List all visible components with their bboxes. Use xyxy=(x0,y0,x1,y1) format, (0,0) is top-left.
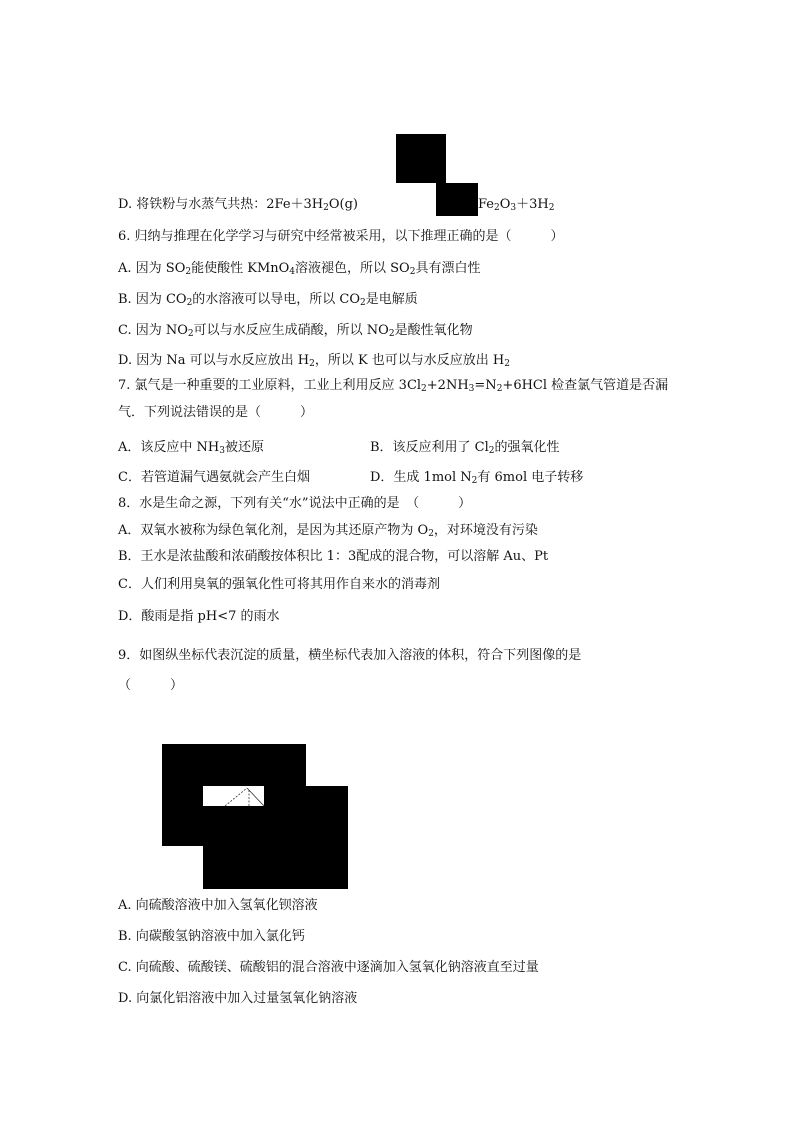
q9-stem-line2: （ ） xyxy=(118,678,184,693)
redacted-graph-left-strip xyxy=(162,786,203,806)
q7-option-c: C．若管道漏气遇氨就会产生白烟 xyxy=(118,470,310,485)
redacted-graph-right-column xyxy=(306,786,348,889)
q7-option-b: B．该反应利用了 $Cl_2$的强氧化性 xyxy=(370,440,560,456)
q9-option-b: B. 向碳酸氢钠溶液中加入氯化钙 xyxy=(118,929,305,944)
redacted-condition-bottom xyxy=(436,183,478,216)
graph-visible-fragment xyxy=(203,786,264,806)
q8-stem: 8．水是生命之源，下列有关“水”说法中正确的是 （ ） xyxy=(118,496,472,511)
q6-stem: 6. 归纳与推理在化学学习与研究中经常被采用，以下推理正确的是（ ） xyxy=(118,229,564,244)
q7-stem-line2: 气．下列说法错误的是（ ） xyxy=(118,405,314,420)
q8-option-b: B．王水是浓盐酸和浓硝酸按体积比 1：3配成的混合物，可以溶解 Au、Pt xyxy=(118,549,549,564)
q6-option-a: A. 因为 $SO_2$能使酸性 KMnO$_4$溶液褪色，所以 $SO_2$具有漂白性 xyxy=(118,261,481,277)
q5-option-d-product: $Fe_2O_3+3H_2$ xyxy=(478,197,555,213)
redacted-graph-mid-right xyxy=(264,786,306,806)
q6-option-d: D. 因为 Na 可以与水反应放出 $H_2$，所以 K 也可以与水反应放出 $H_2$ xyxy=(118,353,511,369)
q8-option-c: C．人们利用臭氧的强氧化性可将其用作自来水的消毒剂 xyxy=(118,577,440,592)
q9-option-d: D. 向氯化铝溶液中加入过量氢氧化钠溶液 xyxy=(118,991,358,1006)
q6-option-c: C. 因为 $NO_2$可以与水反应生成硝酸，所以 $NO_2$是酸性氧化物 xyxy=(118,323,473,339)
q9-option-a: A. 向硫酸溶液中加入氢氧化钡溶液 xyxy=(118,898,318,913)
q5-option-d: D. 将铁粉与水蒸气共热：$2Fe+3H_2O(g)$ xyxy=(118,197,358,213)
q7-option-a: A．该反应中 $NH_3$被还原 xyxy=(118,440,264,456)
q6-option-b: B. 因为 $CO_2$的水溶液可以导电，所以 $CO_2$是电解质 xyxy=(118,292,418,308)
q7-stem-line1: 7. 氯气是一种重要的工业原料，工业上利用反应 $3Cl_2+2NH_3=N_2+6HCl$ 检查氯气管道是否漏 xyxy=(118,378,669,394)
redacted-condition-top xyxy=(396,134,446,183)
q9-stem-line1: 9．如图纵坐标代表沉淀的质量，横坐标代表加入溶液的体积，符合下列图像的是 xyxy=(118,648,582,663)
redacted-graph-bottom xyxy=(203,846,306,889)
redacted-graph-middle xyxy=(162,806,306,846)
q8-option-a: A．双氧水被称为绿色氧化剂，是因为其还原产物为 $O_2$，对环境没有污染 xyxy=(118,523,538,539)
redacted-graph-top xyxy=(162,744,306,786)
q8-option-d: D．酸雨是指 pH<7 的雨水 xyxy=(118,609,280,624)
q7-option-d: D．生成 1mol $N_2$有 6mol 电子转移 xyxy=(370,470,584,486)
q9-graph xyxy=(162,744,348,889)
q9-option-c: C. 向硫酸、硫酸镁、硫酸铝的混合溶液中逐滴加入氢氧化钠溶液直至过量 xyxy=(118,960,539,975)
